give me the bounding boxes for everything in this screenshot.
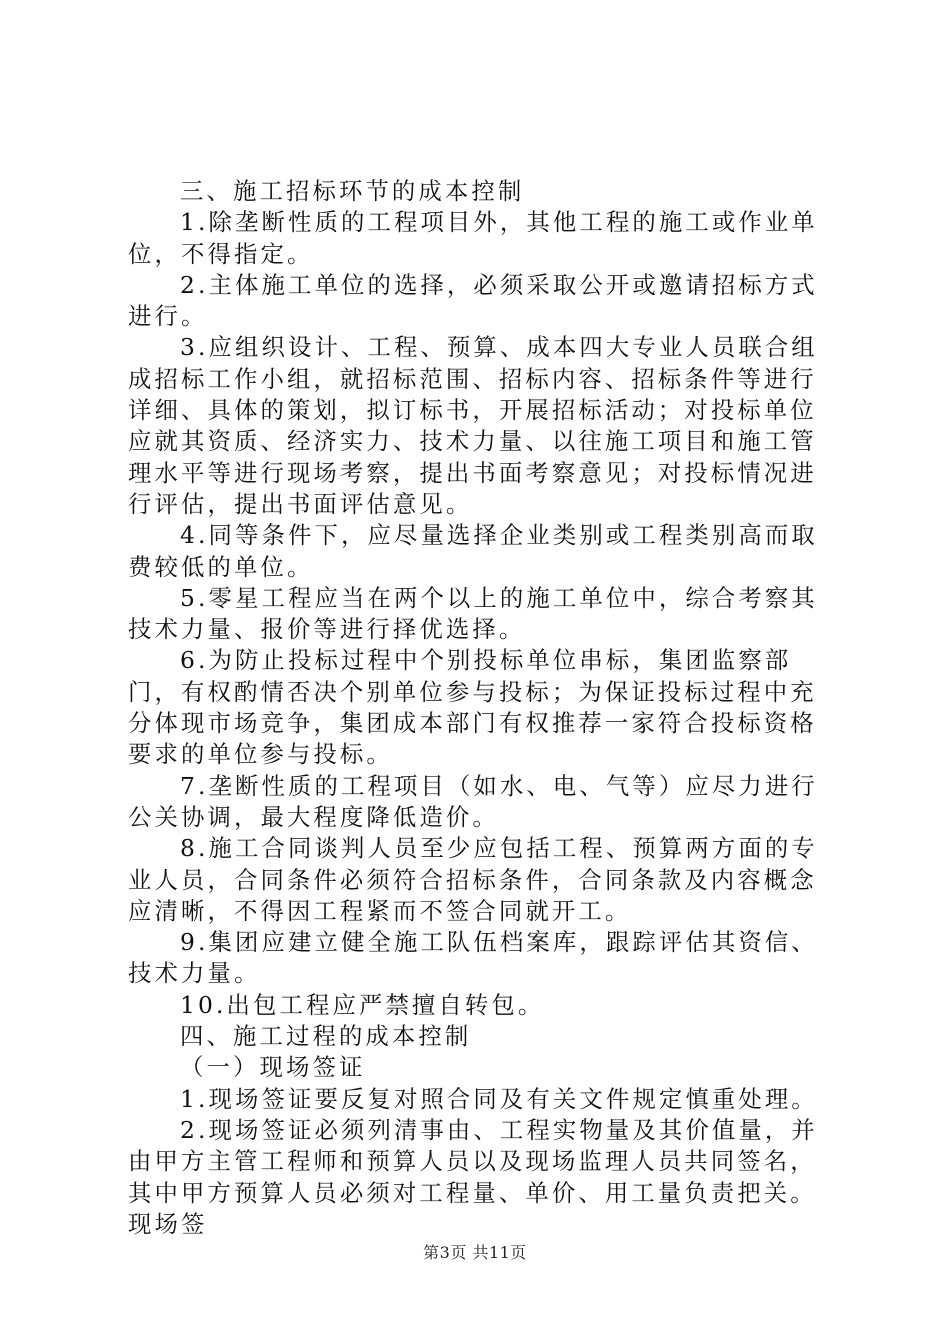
section-heading: 三、施工招标环节的成本控制: [180, 177, 525, 205]
paragraph: 2.主体施工单位的选择，必须采取公开或邀请招标方式进行。: [128, 270, 818, 331]
subsection-heading: （一）现场签证: [180, 1053, 366, 1082]
paragraph: 4.同等条件下，应尽量选择企业类别或工程类别高而取费较低的单位。: [128, 521, 818, 581]
section-heading: 四、施工过程的成本控制: [180, 1022, 472, 1051]
paragraph: 5.零星工程应当在两个以上的施工单位中，综合考察其技术力量、报价等进行择优选择。: [128, 583, 818, 644]
paragraph: 9.集团应建立健全施工队伍档案库，跟踪评估其资信、技术力量。: [128, 928, 818, 988]
paragraph: 2.现场签证必须列清事由、工程实物量及其价值量，并由甲方主管工程师和预算人员以及现场监理人员共同签名，其中甲方预算人员必须对工程量、单价、用工量负责把关。现场签: [128, 1115, 818, 1238]
document-body: [128, 176, 838, 1240]
paragraph: 3.应组织设计、工程、预算、成本四大专业人员联合组成招标工作小组，就招标范围、招标内容、招标条件等进行详细、具体的策划，拟订标书，开展招标活动；对投标单位应就其资质、经济实力、技术力量、以往施工项目和施工管理水平等进行现场考察，提出书面考察意见；对投标情况进行评估，提出书面评估意见。: [128, 333, 818, 518]
paragraph: 1.除垄断性质的工程项目外，其他工程的施工或作业单位，不得指定。: [128, 208, 818, 268]
paragraph: 8.施工合同谈判人员至少应包括工程、预算两方面的专业人员，合同条件必须符合招标条件，合同条款及内容概念应清晰，不得因工程紧而不签合同就开工。: [128, 834, 818, 925]
paragraph: 6.为防止投标过程中个别投标单位串标，集团监察部门，有权酌情否决个别单位参与投标；为保证投标过程中充分体现市场竞争，集团成本部门有权推荐一家符合投标资格要求的单位参与投标。: [128, 646, 817, 769]
page-number-footer: 第3页 共11页: [423, 1243, 527, 1262]
paragraph: 10.出包工程应严禁擅自转包。: [180, 990, 545, 1019]
paragraph: 7.垄断性质的工程项目（如水、电、气等）应尽力进行公关协调，最大程度降低造价。: [128, 771, 818, 831]
paragraph: 1.现场签证要反复对照合同及有关文件规定慎重处理。: [180, 1084, 818, 1113]
